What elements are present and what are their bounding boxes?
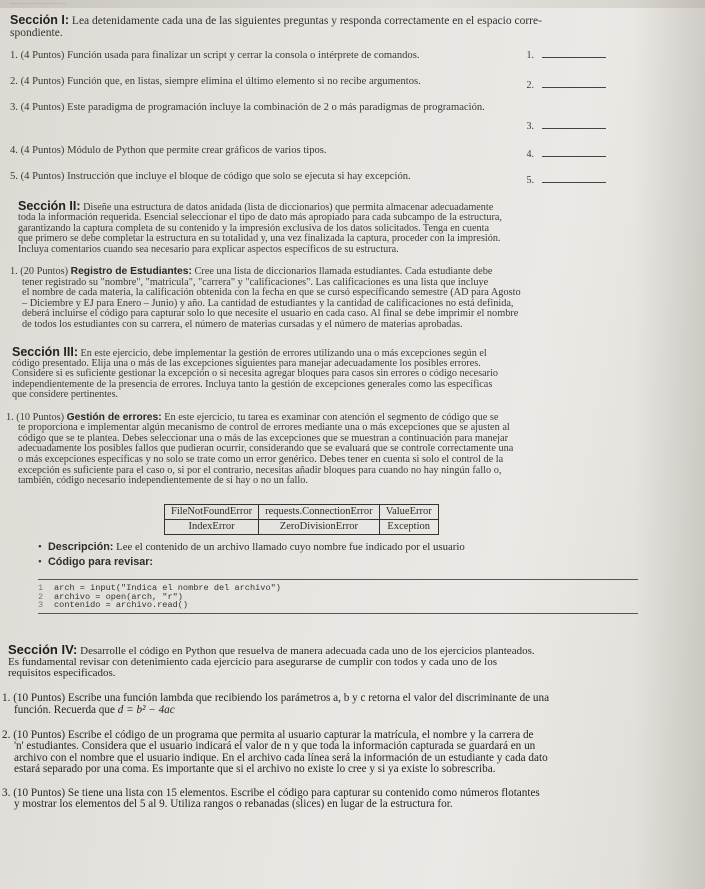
exception-cell: FileNotFoundError [165,504,259,519]
section-4-item-2-line-1: 2. (10 Puntos) Escribe el código de un programa que permita al usuario capturar la matrícula, el nombre y la carrera de [2,728,534,741]
section-4-item-3-line-2: y mostrar los elementos del 5 al 9. Utiliza rangos o rebanadas (slices) en lugar de la estructura for. [14,798,453,811]
section-4-item-1-line-1: 1. (10 Puntos) Escribe una función lambda que recibiendo los parámetros a, b y c retorna el valor del discriminante de una [2,692,550,705]
exception-cell: ValueError [379,504,438,519]
exceptions-row [165,504,439,519]
answer-2: 2. [527,80,607,92]
code-line-text: contenido = archivo.read() [54,600,189,611]
answer-1: 1. [527,50,607,62]
exception-cell: Exception [379,519,438,534]
section-2-item-1-line-6: de todos los estudiantes con su carrera, el número de materias cursadas y el número de materias aprobadas. [22,319,463,330]
section-2-para-4: que primero se debe completar la estructura en su totalidad y, una vez finalizada la captura, proceder con la impresión. [18,233,501,245]
answer-4-blank[interactable] [542,156,606,157]
section-3-item-1-head: 1. (10 Puntos) [6,411,67,423]
question-4-text: 4. (4 Puntos) Módulo de Python que permite crear gráficos de varios tipos. [10,145,327,156]
section-2-item-1-title: Registro de Estudiantes: [70,266,192,278]
section-4-item-2-line-4: estará separado por una coma. Es importante que si el archivo no existe lo cree y si ya existe lo sobrescriba. [14,763,496,776]
code-label: Código para revisar: [48,555,154,568]
section-1-intro-cont: spondiente. [10,27,63,39]
code-line-number: 3 [38,600,44,611]
question-5 [10,171,646,186]
description-bullet [12,541,646,554]
section-4-item-2 [2,730,646,776]
section-2-item-1 [10,267,646,331]
section-3-item-1-title: Gestión de errores: [66,411,162,423]
exceptions-table [164,504,439,535]
section-2-para-5: Incluya comentarios cuando sea necesario para explicar aspectos específicos de su estructura. [18,243,399,255]
section-2-para-1: Sección II: Diseñe una estructura de datos anidada (lista de diccionarios) que permita almacenar adecuadamente [18,199,494,213]
section-4-item-3 [2,788,646,811]
section-3 [6,344,646,615]
code-line-number: 2 [38,591,44,602]
section-2-item-1-head: 1. (20 Puntos) [10,266,71,278]
section-2 [10,199,646,331]
description-text: Lee el contenido de un archivo llamado cuyo nombre fue indicado por el usuario [116,540,465,553]
question-4 [10,145,646,160]
answer-1-blank[interactable] [542,57,606,58]
section-2-item-1-line-4: – Diciembre y EJ para Enero – Junio) y año. La cantidad de estudiantes y la cantidad de calificaciones no está definida, [22,297,514,309]
section-3-item-1-line-1: En este ejercicio, tu tarea es examinar con atención el segmento de código que se [164,411,499,423]
question-5-text: 5. (4 Puntos) Instrucción que incluye el bloque de código que solo se ejecuta si hay excepción. [10,171,411,182]
section-3-para-5: que considere pertinentes. [12,389,119,401]
section-4-title: Sección IV: [8,642,78,658]
description-label: Descripción: [48,540,114,553]
section-3-item-1-line-4: adecuadamente los posibles fallos que pudieran ocurrir, considerando que se evaluará que se controle correctamente una [18,443,514,455]
code-line [38,601,638,610]
answer-2-blank[interactable] [542,87,606,88]
exam-content [2,13,646,811]
section-4-item-2-line-2: 'n' estudiantes. Considera que el usuario indicará el valor de n y que toda la información capturada se guardará en un [14,740,536,753]
section-3-item-1 [6,413,646,487]
section-2-item-1-line-3: el nombre de cada materia, la calificación obtenida con la fecha en que se cursó específicando semestre (AD para Agosto [22,287,521,299]
code-line-text: archivo = open(arch, "r") [54,591,183,602]
section-3-para-4: independientemente de la presencia de errores. Incluya tanto la gestión de excepciones generales como las específicas [12,378,493,390]
question-1 [10,50,646,62]
section-3-item-1-line-2: te proporciona e implementar algún mecanismo de control de errores mediante una o más excepciones que se ajusten al [18,422,510,434]
section-2-title: Sección II: [18,199,81,213]
section-4-item-1-line-2: función. Recuerda que [14,703,118,716]
section-2-item-1-line-2: tener registrado su "nombre", "matricula", "carrera" y "calificaciones". Las calificaciones es una lista que incluye [22,276,489,288]
exception-cell: IndexError [165,519,259,534]
question-2 [10,76,646,91]
section-4-para-1: Sección IV: Desarrolle el código en Python que resuelva de manera adecuada cada uno de los ejercicios planteados. [8,642,535,658]
section-1-intro-text: Lea detenidamente cada una de las siguientes preguntas y responda correctamente en el espacio corre- [71,15,542,27]
section-4-para-2: Es fundamental revisar con detenimiento cada ejercicio para asegurarse de cumplir con todos y cada uno de los [8,656,498,669]
section-3-item-1-line-7: también, código necesario independientemente de si hay o no un fallo. [18,475,308,487]
code-line-text: arch = input("Indica el nombre del archivo") [54,582,281,593]
section-3-para-2: código presentado. Elija una o más de las excepciones siguientes para manejar adecuadamente los posibles errores. [12,358,481,369]
section-2-para-3: garantizando la captura completa de su contenido y la impresión exclusiva de los datos solicitados. Tenga en cuenta [18,222,489,234]
answer-4: 4. [527,149,607,161]
section-3-item-1-line-5: o más excepciones específicas y no solo se trate como un error genérico. Debes tener en cuenta si solo el control de la [18,454,504,465]
section-3-para-1: Sección III: En este ejercicio, debe implementar la gestión de errores utilizando una o más excepciones según el [12,344,487,359]
exception-cell: requests.ConnectionError [259,504,380,519]
section-4-item-3-line-1: 3. (10 Puntos) Se tiene una lista con 15 elementos. Escribe el código para capturar su contenido como números flotantes [2,786,540,799]
code-line-number: 1 [38,582,44,593]
question-3 [10,102,646,114]
answer-3: 3. [527,121,607,133]
section-3-item-1-line-3: código que se te plantea. Debes seleccionar una o más de las excepciones que se muestran a continuación para manejar [18,432,509,444]
code-block [38,579,638,614]
section-4-para-3: requisitos especificados. [8,667,116,680]
section-4-item-2-line-3: archivo con el nombre que el usuario indique. En el archivo cada línea será la información de un estudiante y cada dato [14,751,548,764]
section-1-intro [10,14,646,27]
answer-3-blank[interactable] [542,128,606,129]
section-2-para-2: toda la información requerida. Esencial seleccionar el tipo de dato más apropiado para cada subcampo de la estructura, [18,212,502,224]
code-bullet [12,556,646,569]
answer-5-blank[interactable] [542,182,606,183]
question-3-text: 3. (4 Puntos) Este paradigma de programación incluye la combinación de 2 o más paradigmas de programación. [10,102,485,113]
section-3-para-3: Considere si es suficiente gestionar la excepción o si necesita agregar bloques para casos sin errores o código necesario [12,368,498,380]
section-2-item-1-line-1: Cree una lista de diccionarios llamada estudiantes. Cada estudiante debe [194,266,493,278]
answer-5: 5. [527,175,607,187]
answer-3-row [10,119,646,133]
section-1-title: Sección I: [10,13,70,27]
section-4-item-1 [2,693,646,716]
question-2-text: 2. (4 Puntos) Función que, en listas, siempre elimina el último elemento si no recibe argumentos. [10,76,421,87]
exceptions-row [165,519,439,534]
top-strip-text: —— ——— ——— ——— —— [10,0,67,5]
section-4 [2,642,646,811]
exception-cell: ZeroDivisionError [259,519,380,534]
section-3-item-1-line-6: excepción es suficiente para el caso o, si por el contrario, necesitas añadir bloques para cuando no hay ningún fallo o, [18,464,502,476]
section-3-title: Sección III: [12,344,78,359]
question-1-text: 1. (4 Puntos) Función usada para finalizar un script y cerrar la consola o intérprete de comandos. [10,50,420,61]
discriminant-formula: d = b² − 4ac [117,703,175,716]
top-strip [0,0,705,8]
section-2-item-1-line-5: deberá incluirse el código para capturar solo lo que necesite el usuario en cada caso. Al final se debe imprimir el nombre [22,308,519,320]
section-1 [10,13,646,186]
